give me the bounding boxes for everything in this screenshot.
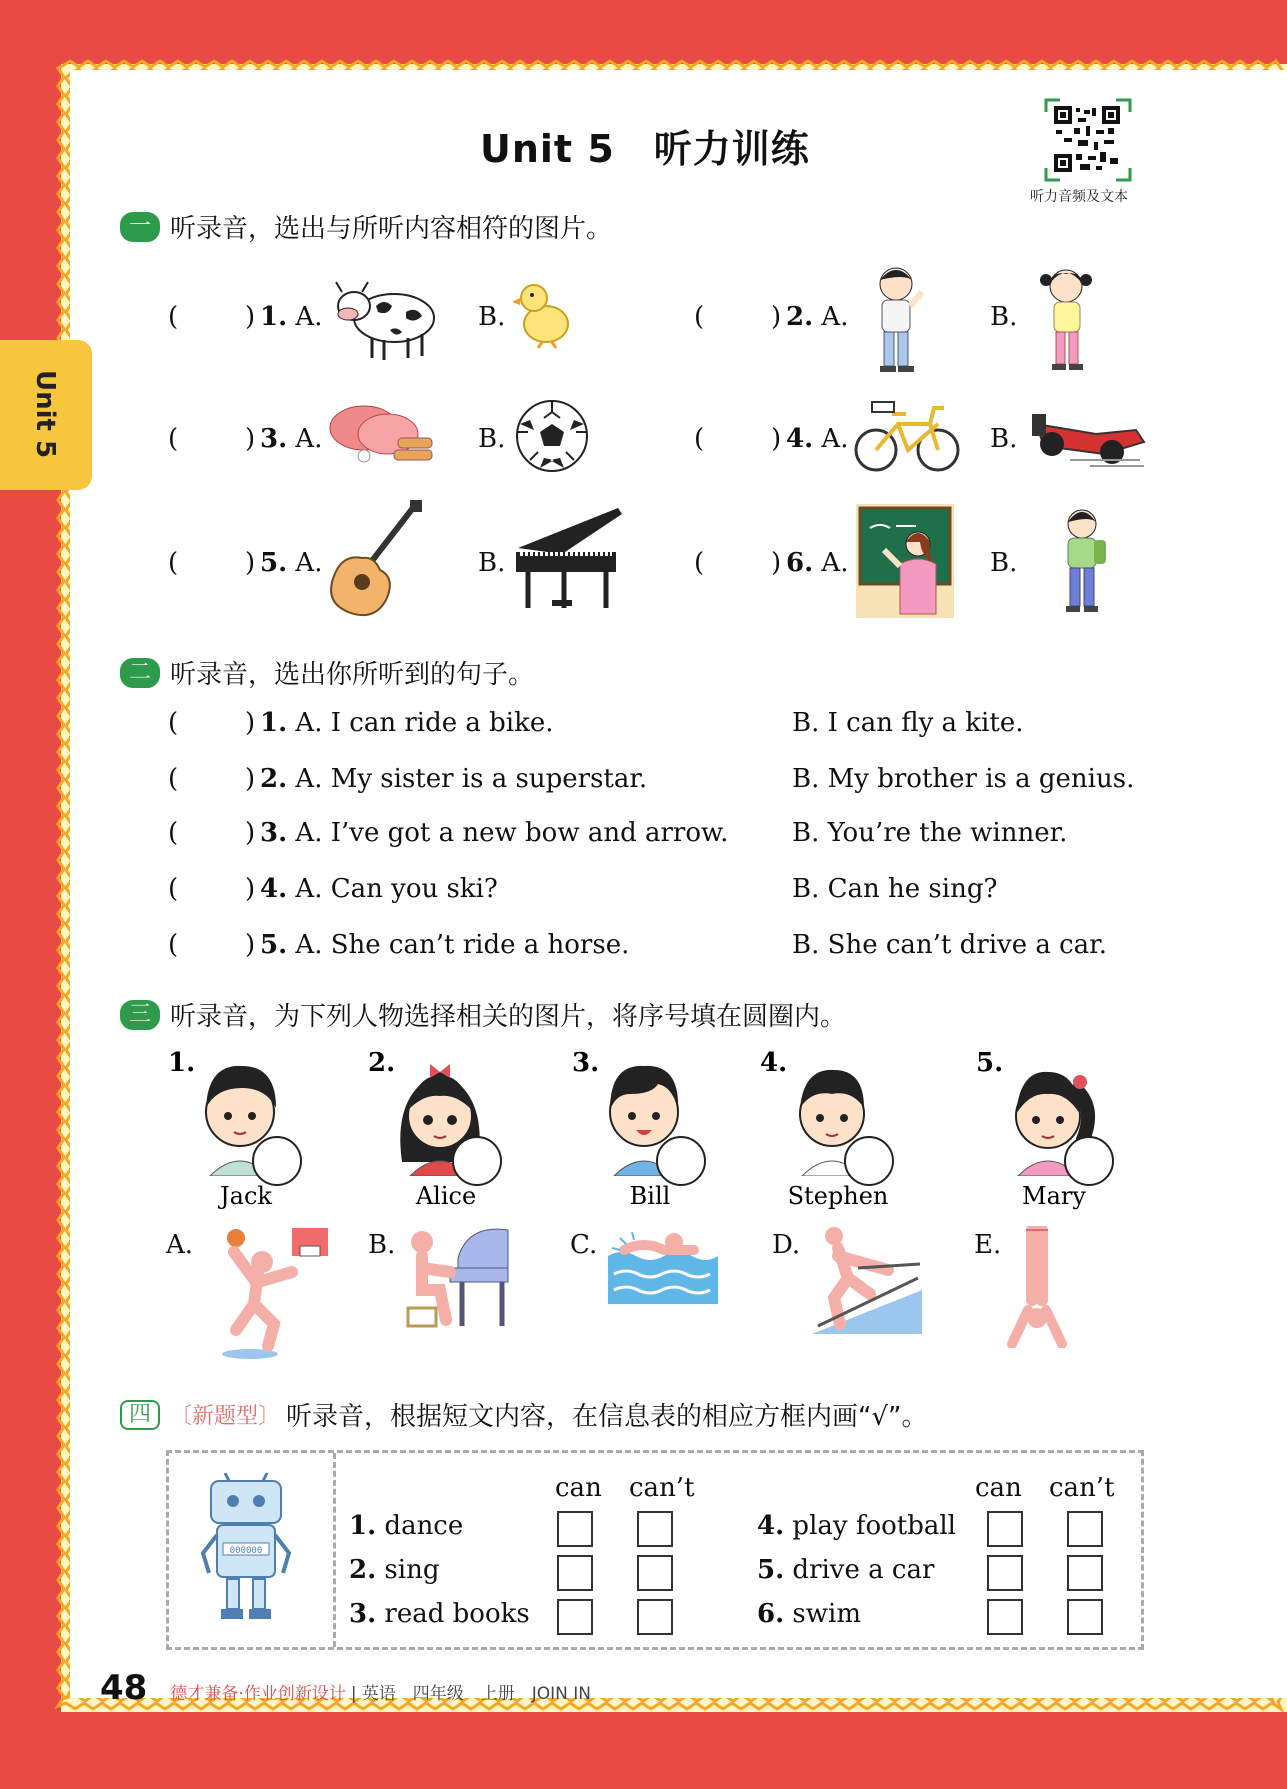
col-can: can bbox=[555, 1473, 602, 1503]
footer-info: 英语 四年级 上册 JOIN IN bbox=[361, 1684, 592, 1704]
question-number: 5. A. bbox=[260, 548, 323, 578]
checkbox-cant[interactable] bbox=[1067, 1511, 1103, 1547]
section-1-heading bbox=[120, 208, 612, 245]
pupil-icon[interactable] bbox=[1058, 506, 1108, 616]
checkbox-can[interactable] bbox=[557, 1555, 593, 1591]
qr-code-icon[interactable] bbox=[1044, 98, 1132, 182]
teacher-icon[interactable] bbox=[856, 504, 954, 618]
answer-blank[interactable]: ( bbox=[694, 548, 705, 578]
guitar-icon[interactable] bbox=[328, 500, 424, 618]
section-4-heading bbox=[120, 1396, 928, 1433]
footer-brand: 德才兼备·作业创新设计 bbox=[170, 1684, 346, 1704]
checkbox-can[interactable] bbox=[987, 1555, 1023, 1591]
person-card: 5. Mary bbox=[984, 1058, 1114, 1208]
question-number: 6. A. bbox=[786, 548, 849, 578]
checkbox-cant[interactable] bbox=[637, 1511, 673, 1547]
question-number: 1. A. bbox=[260, 302, 323, 332]
question-number: 2. A. bbox=[786, 302, 849, 332]
col-cant: can’t bbox=[1049, 1473, 1115, 1503]
section-badge: 二 bbox=[120, 658, 160, 688]
page-title: Unit 5 听力训练 bbox=[480, 127, 810, 171]
checkbox-cant[interactable] bbox=[637, 1555, 673, 1591]
answer-blank[interactable]: ( bbox=[168, 930, 179, 960]
answer-blank[interactable]: ( bbox=[694, 424, 705, 454]
football-icon[interactable] bbox=[514, 398, 590, 474]
question-number: 3. A. bbox=[260, 424, 323, 454]
checkbox-can[interactable] bbox=[557, 1599, 593, 1635]
checkbox-cant[interactable] bbox=[1067, 1599, 1103, 1635]
question-number: 4. A. bbox=[786, 424, 849, 454]
answer-circle[interactable] bbox=[656, 1136, 706, 1186]
page-number: 48 bbox=[100, 1668, 148, 1708]
skier-icon[interactable] bbox=[808, 1226, 926, 1336]
section-instruction: 听录音，选出你所听到的句子。 bbox=[170, 660, 535, 690]
answer-blank[interactable]: ( bbox=[168, 424, 179, 454]
answer-circle[interactable] bbox=[452, 1136, 502, 1186]
info-table: 000000 can can’t can can’t 1. dance 2. sing 3. read books 4. play football 5. drive a car 6. swim bbox=[166, 1450, 1144, 1650]
table-tennis-icon[interactable] bbox=[328, 402, 440, 468]
answer-blank[interactable]: ( bbox=[168, 708, 179, 738]
col-can: can bbox=[975, 1473, 1022, 1503]
handstand-icon[interactable] bbox=[1004, 1226, 1070, 1348]
robot-icon bbox=[193, 1473, 299, 1629]
checkbox-can[interactable] bbox=[557, 1511, 593, 1547]
unit-tab: Unit 5 bbox=[0, 340, 92, 490]
answer-blank[interactable]: ( bbox=[168, 548, 179, 578]
cow-icon[interactable] bbox=[328, 272, 446, 364]
swimmer-icon[interactable] bbox=[604, 1228, 720, 1308]
qr-caption: 听力音频及文本 bbox=[1030, 189, 1128, 205]
section-2-heading bbox=[120, 654, 534, 691]
section-3-heading bbox=[120, 996, 846, 1033]
footer: 48 德才兼备·作业创新设计 | 英语 四年级 上册 JOIN IN bbox=[100, 1668, 592, 1708]
new-type-tag: 〔新题型〕 bbox=[170, 1404, 281, 1429]
answer-blank[interactable]: ( bbox=[168, 818, 179, 848]
racing-car-icon[interactable] bbox=[1030, 404, 1148, 468]
basketball-player-icon[interactable] bbox=[200, 1226, 332, 1360]
person-card: 2. Alice bbox=[376, 1058, 506, 1208]
answer-circle[interactable] bbox=[844, 1136, 894, 1186]
answer-blank[interactable]: ( bbox=[168, 874, 179, 904]
checkbox-cant[interactable] bbox=[637, 1599, 673, 1635]
checkbox-can[interactable] bbox=[987, 1511, 1023, 1547]
girl-icon[interactable] bbox=[1036, 264, 1098, 374]
section-badge: 四 bbox=[120, 1400, 160, 1430]
boy-icon[interactable] bbox=[862, 262, 932, 374]
section-instruction: 听录音，为下列人物选择相关的图片，将序号填在圆圈内。 bbox=[170, 1002, 847, 1032]
answer-circle[interactable] bbox=[252, 1136, 302, 1186]
section-badge: 三 bbox=[120, 1000, 160, 1030]
section-instruction: 听录音，根据短文内容，在信息表的相应方框内画“√”。 bbox=[286, 1402, 928, 1432]
checkbox-cant[interactable] bbox=[1067, 1555, 1103, 1591]
piano-player-icon[interactable] bbox=[400, 1228, 512, 1330]
answer-blank[interactable]: ( bbox=[168, 764, 179, 794]
person-card: 1. Jack bbox=[176, 1058, 306, 1208]
answer-circle[interactable] bbox=[1064, 1136, 1114, 1186]
person-card: 3. Bill bbox=[580, 1058, 710, 1208]
section-instruction: 听录音，选出与所听内容相符的图片。 bbox=[170, 214, 613, 244]
piano-icon[interactable] bbox=[512, 504, 624, 616]
answer-blank[interactable]: ( bbox=[694, 302, 705, 332]
robot-label: 000000 bbox=[229, 1546, 263, 1556]
bike-icon[interactable] bbox=[852, 396, 962, 476]
col-cant: can’t bbox=[629, 1473, 695, 1503]
checkbox-can[interactable] bbox=[987, 1599, 1023, 1635]
answer-blank[interactable]: ( bbox=[168, 302, 179, 332]
person-card: 4. Stephen bbox=[768, 1058, 898, 1208]
section-badge: 一 bbox=[120, 212, 160, 242]
duckling-icon[interactable] bbox=[512, 278, 574, 350]
